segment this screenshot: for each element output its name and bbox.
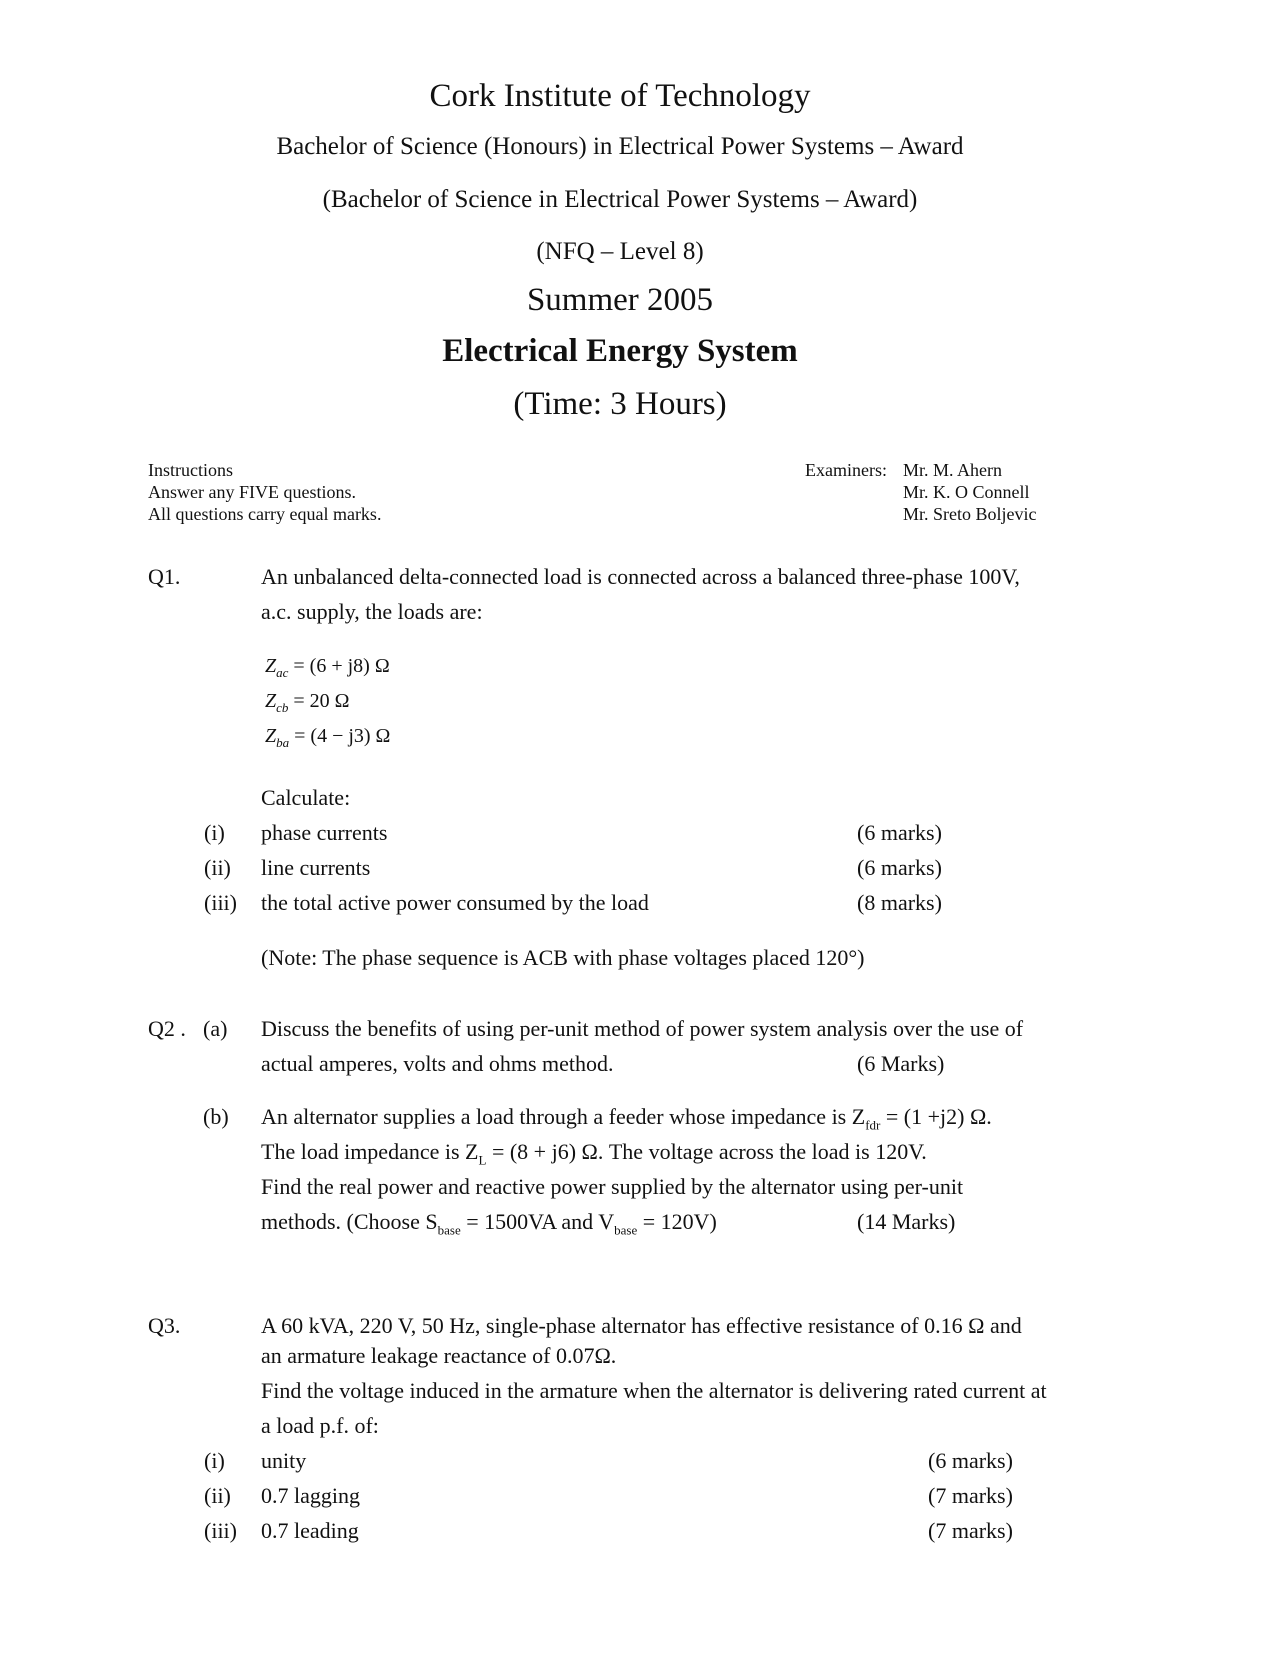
part-marks: (6 Marks) [857, 1051, 945, 1076]
part-marks: (6 marks) [857, 855, 942, 880]
question-text: an armature leakage reactance of 0.07Ω. [261, 1343, 617, 1368]
instructions-line: All questions carry equal marks. [148, 504, 382, 524]
part-text: 0.7 leading [261, 1518, 359, 1543]
impedance-equation: $Z_{cb} = 20$ Ω [265, 690, 350, 715]
instructions-line: Answer any FIVE questions. [148, 482, 356, 502]
question-text: a.c. supply, the loads are: [261, 599, 483, 624]
question-text: methods. (Choose $S_{base} = 1500VA$ and $V_{base} = 120V$) [261, 1209, 717, 1238]
impedance-equation: $Z_{ac} = (6 + j8)$ Ω [265, 655, 390, 680]
exam-session: Summer 2005 [526, 282, 714, 318]
question-text: An unbalanced delta-connected load is connected across a balanced three-phase 100V, [261, 564, 1020, 589]
question-note: (Note: The phase sequence is ACB with phase voltages placed 120°) [261, 945, 865, 970]
examiner-name: Mr. K. O Connell [903, 482, 1030, 502]
part-marks: (7 marks) [928, 1518, 1013, 1543]
part-text: phase currents [261, 820, 388, 845]
impedance-equation: $Z_{ba} = (4 - j3)$ Ω [265, 725, 391, 750]
question-text: Find the real power and reactive power supplied by the alternator using per-unit [261, 1174, 964, 1199]
part-text: the total active power consumed by the load [261, 890, 649, 915]
part-text: unity [261, 1448, 307, 1473]
question-text: a load p.f. of: [261, 1413, 379, 1438]
instructions-title: Instructions [148, 460, 233, 480]
subquestion-label: (a) [203, 1016, 228, 1041]
part-number: (ii) [204, 1483, 231, 1508]
question-text: The load impedance is $Z_L = (8 + j6)$ Ω. The voltage across the load is 120V. [261, 1139, 927, 1168]
part-number: (ii) [204, 855, 231, 880]
part-marks: (6 marks) [928, 1448, 1013, 1473]
part-text: 0.7 lagging [261, 1483, 360, 1508]
part-number: (i) [204, 820, 225, 845]
question-number: Q1. [148, 564, 181, 589]
subject-title: Electrical Energy System [442, 333, 798, 369]
part-marks: (6 marks) [857, 820, 942, 845]
question-text: A 60 kVA, 220 V, 50 Hz, single-phase alternator has effective resistance of 0.16 Ω and [261, 1313, 1022, 1338]
question-text: actual amperes, volts and ohms method. [261, 1051, 614, 1076]
part-marks: (8 marks) [857, 890, 942, 915]
question-number: Q3. [148, 1313, 181, 1338]
question-text: Find the voltage induced in the armature when the alternator is delivering rated current at [261, 1378, 1047, 1403]
institute-title: Cork Institute of Technology [429, 78, 811, 114]
nfq-level: (NFQ – Level 8) [536, 238, 704, 265]
examiner-name: Mr. M. Ahern [903, 460, 1002, 480]
part-marks: (14 Marks) [857, 1209, 956, 1234]
part-text: line currents [261, 855, 371, 880]
programme-subtitle: (Bachelor of Science in Electrical Power Systems – Award) [322, 186, 918, 213]
examiners-label: Examiners: [805, 460, 887, 480]
question-text: An alternator supplies a load through a feeder whose impedance is $Z_{fdr} = (1 +j2)$ Ω. [261, 1104, 992, 1133]
part-number: (i) [204, 1448, 225, 1473]
part-marks: (7 marks) [928, 1483, 1013, 1508]
subquestion-label: (b) [203, 1104, 229, 1129]
calculate-label: Calculate: [261, 785, 351, 810]
programme-title: Bachelor of Science (Honours) in Electrical Power Systems – Award [276, 133, 964, 160]
question-text: Discuss the benefits of using per-unit method of power system analysis over the use of [261, 1016, 1024, 1041]
part-number: (iii) [204, 1518, 237, 1543]
examiner-name: Mr. Sreto Boljevic [903, 504, 1037, 524]
question-number: Q2 . [148, 1016, 186, 1041]
part-number: (iii) [204, 890, 237, 915]
exam-duration: (Time: 3 Hours) [513, 386, 727, 422]
